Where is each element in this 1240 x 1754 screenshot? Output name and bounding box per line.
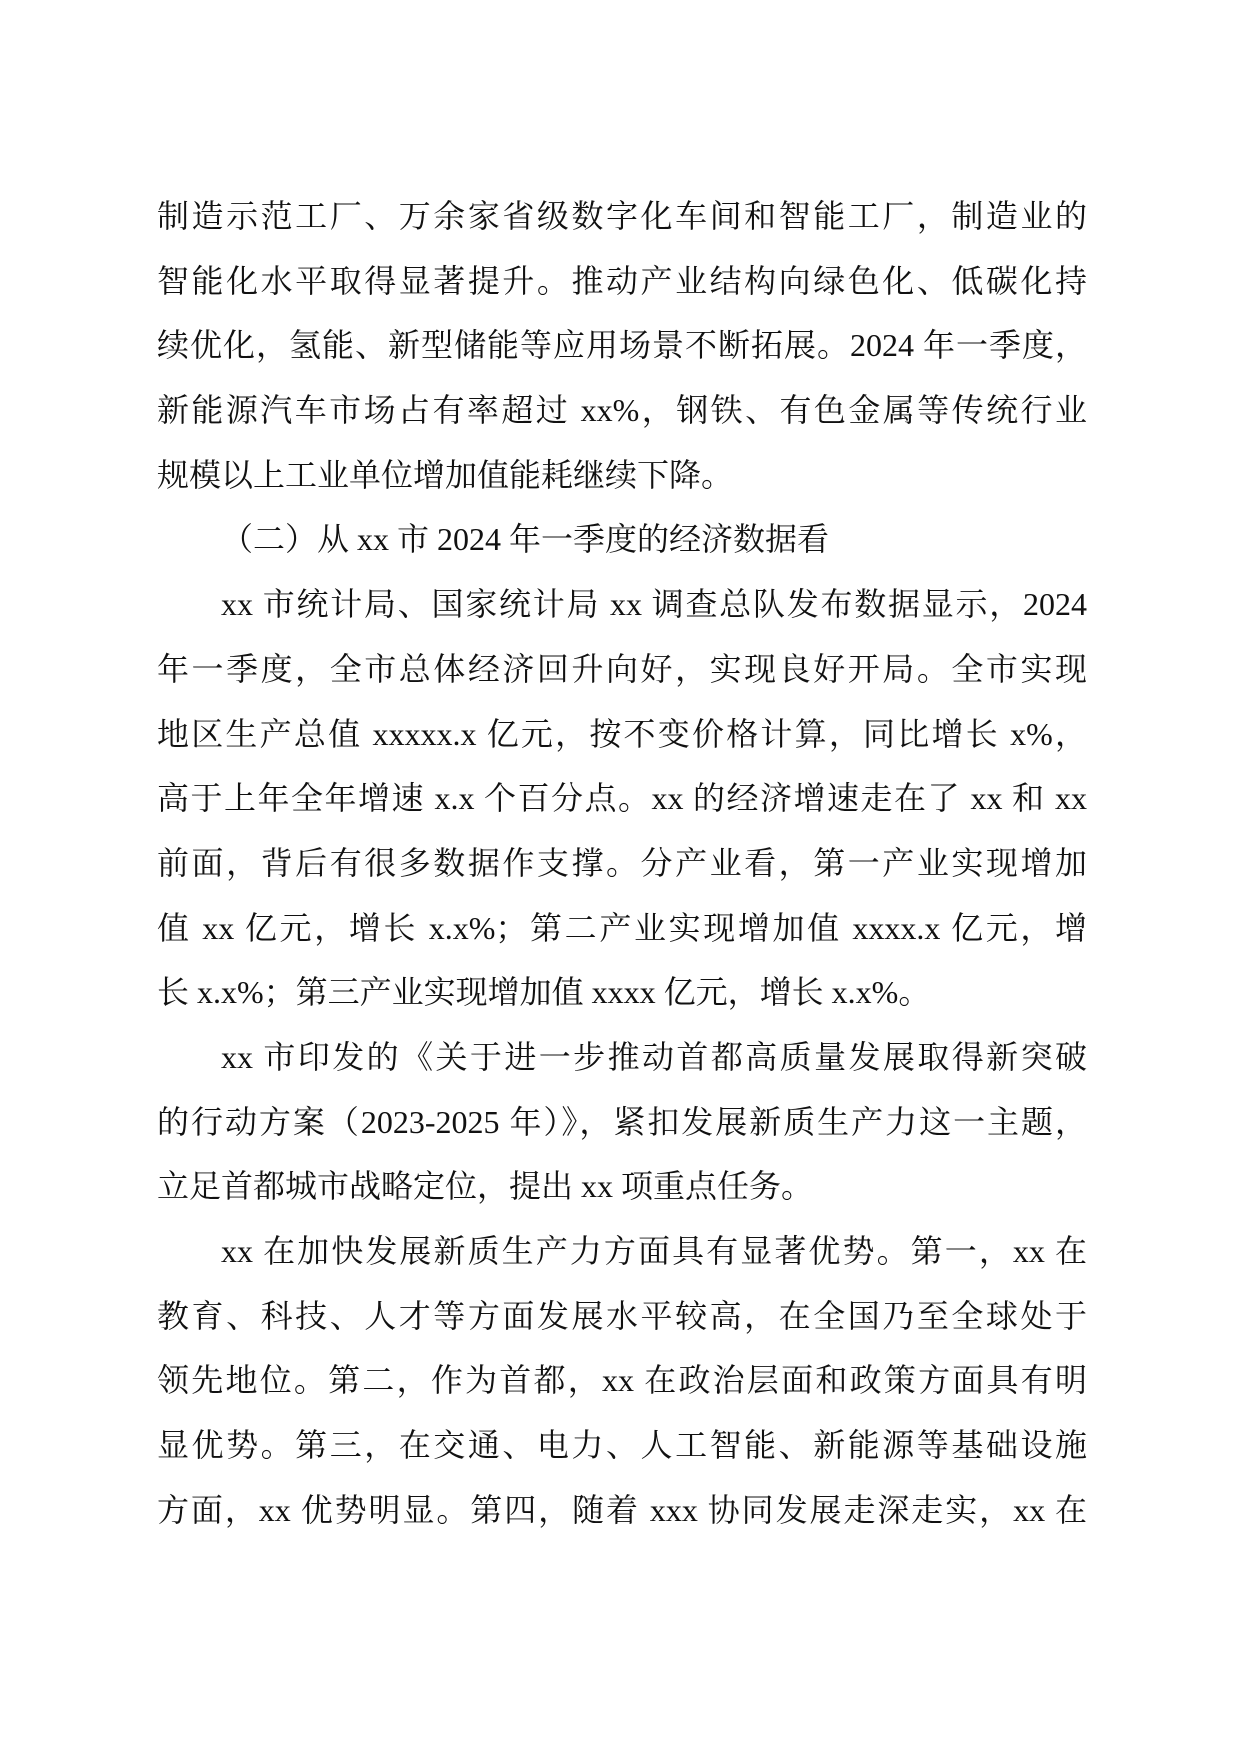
section-heading: （二）从 xx 市 2024 年一季度的经济数据看: [221, 521, 830, 558]
text-line: 的行动方案（2023-2025 年）》，紧扣发展新质生产力这一主题，: [157, 1103, 1087, 1140]
text-line: 方面，xx 优势明显。第四，随着 xxx 协同发展走深走实，xx 在: [157, 1491, 1087, 1528]
text-line: 前面，背后有很多数据作支撑。分产业看，第一产业实现增加: [157, 844, 1087, 881]
text-line: xx 在加快发展新质生产力方面具有显著优势。第一，xx 在: [221, 1233, 1087, 1269]
text-line: 高于上年全年增速 x.x 个百分点。xx 的经济增速走在了 xx 和 xx: [157, 780, 1087, 817]
text-line: 地区生产总值 xxxxx.x 亿元，按不变价格计算，同比增长 x%，: [157, 715, 1087, 752]
text-line: 新能源汽车市场占有率超过 xx%，钢铁、有色金属等传统行业: [157, 392, 1087, 429]
text-line: 立足首都城市战略定位，提出 xx 项重点任务。: [157, 1168, 814, 1205]
text-line: 教育、科技、人才等方面发展水平较高，在全国乃至全球处于: [157, 1297, 1087, 1334]
document-body: [157, 184, 1087, 1542]
paragraph: [157, 1219, 1087, 1542]
text-line: xx 市统计局、国家统计局 xx 调查总队发布数据显示，2024: [221, 586, 1087, 623]
text-line: xx 市印发的《关于进一步推动首都高质量发展取得新突破: [221, 1038, 1087, 1075]
text-line: 规模以上工业单位增加值能耗继续下降。: [157, 456, 734, 493]
paragraph: [157, 572, 1087, 1025]
text-line: 年一季度，全市总体经济回升向好，实现良好开局。全市实现: [157, 650, 1087, 687]
text-line: 续优化，氢能、新型储能等应用场景不断拓展。2024 年一季度，: [157, 327, 1087, 364]
text-line: 长 x.x%；第三产业实现增加值 xxxx 亿元，增长 x.x%。: [157, 974, 931, 1011]
text-line: 值 xx 亿元，增长 x.x%；第二产业实现增加值 xxxx.x 亿元，增: [157, 909, 1087, 946]
text-line: 显优势。第三，在交通、电力、人工智能、新能源等基础设施: [157, 1427, 1087, 1464]
text-line: 智能化水平取得显著提升。推动产业结构向绿色化、低碳化持: [157, 262, 1087, 299]
text-line: 领先地位。第二，作为首都，xx 在政治层面和政策方面具有明: [157, 1362, 1087, 1399]
paragraph: [157, 1025, 1087, 1219]
text-line: 制造示范工厂、万余家省级数字化车间和智能工厂，制造业的: [157, 198, 1087, 234]
continued-paragraph: [157, 184, 1087, 507]
